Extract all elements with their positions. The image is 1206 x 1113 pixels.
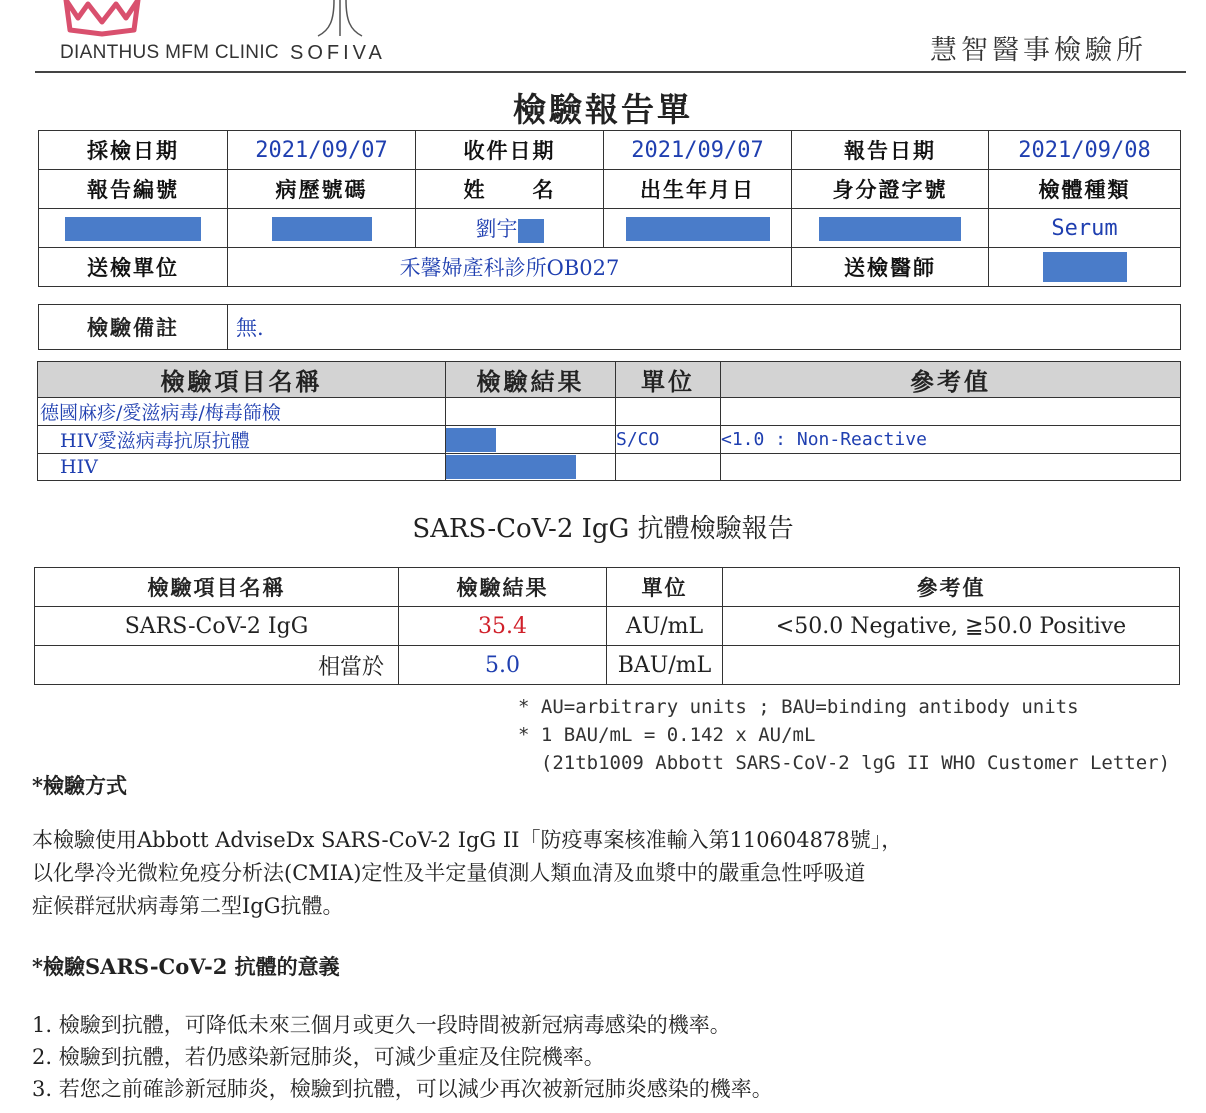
note-row bbox=[39, 305, 1181, 350]
table-row bbox=[38, 454, 1181, 481]
sars-result-au: 35.4 bbox=[399, 607, 607, 646]
specimen-label: 檢體種類 bbox=[989, 170, 1181, 209]
info-row-unit bbox=[39, 248, 1181, 287]
unit-label: 送檢單位 bbox=[39, 248, 228, 287]
item-result bbox=[446, 454, 616, 481]
redaction-box bbox=[65, 217, 201, 241]
redaction-box bbox=[1043, 252, 1127, 282]
receive-date-value: 2021/09/07 bbox=[604, 131, 792, 170]
note-table bbox=[38, 304, 1181, 350]
birth-cell bbox=[604, 209, 792, 248]
sars-unit-bau: BAU/mL bbox=[607, 646, 723, 685]
list-item: 2. 檢驗到抗體，若仍感染新冠肺炎，可減少重症及住院機率。 bbox=[32, 1045, 605, 1069]
method-heading: *檢驗方式 bbox=[32, 773, 127, 798]
redaction-box bbox=[272, 217, 372, 241]
collect-date-label: 採檢日期 bbox=[39, 131, 228, 170]
method-line: 本檢驗使用Abbott AdviseDx SARS-CoV-2 IgG II「防疫專案核准輸入第110604878號」， bbox=[32, 828, 903, 852]
clinic-name: DIANTHUS MFM CLINIC bbox=[60, 42, 279, 63]
sars-header-row bbox=[35, 568, 1180, 607]
redaction-box bbox=[446, 428, 496, 452]
note-label: 檢驗備註 bbox=[39, 305, 228, 350]
sars-section-title: SARS-CoV-2 IgG 抗體檢驗報告 bbox=[412, 514, 794, 544]
item-ref: <1.0 : Non-Reactive bbox=[721, 426, 1181, 454]
table-row bbox=[35, 646, 1180, 685]
patient-name: 劉宇 bbox=[475, 217, 518, 241]
report-no-label: 報告編號 bbox=[39, 170, 228, 209]
meaning-heading: *檢驗SARS-CoV-2 抗體的意義 bbox=[32, 954, 340, 979]
sars-unit-au: AU/mL bbox=[607, 607, 723, 646]
item-unit: S/CO bbox=[616, 426, 721, 454]
list-item: 3. 若您之前確診新冠肺炎，檢驗到抗體，可以減少再次被新冠肺炎感染的機率。 bbox=[32, 1077, 773, 1101]
info-row-dates bbox=[39, 131, 1181, 170]
receive-date-label: 收件日期 bbox=[416, 131, 604, 170]
report-no-cell bbox=[39, 209, 228, 248]
record-no-cell bbox=[228, 209, 416, 248]
footnote-conversion: * 1 BAU/mL = 0.142 x AU/mL bbox=[518, 724, 816, 746]
item-name: HIV愛滋病毒抗原抗體 bbox=[38, 426, 446, 454]
name-label: 姓 名 bbox=[416, 170, 604, 209]
lab-name: 慧智醫事檢驗所 bbox=[930, 35, 1147, 66]
patient-name-cell bbox=[416, 209, 604, 248]
info-row-labels bbox=[39, 170, 1181, 209]
report-date-label: 報告日期 bbox=[792, 131, 989, 170]
unit-value: 禾馨婦產科診所OB027 bbox=[228, 248, 792, 287]
record-no-label: 病歷號碼 bbox=[228, 170, 416, 209]
footnote-source: (21tb1009 Abbott SARS-CoV-2 lgG II WHO Customer Letter) bbox=[518, 752, 1171, 774]
items-header-row bbox=[38, 362, 1181, 398]
item-result bbox=[446, 426, 616, 454]
report-date-value: 2021/09/08 bbox=[989, 131, 1181, 170]
report-title: 檢驗報告單 bbox=[513, 90, 693, 129]
redaction-box bbox=[518, 219, 544, 243]
header-divider bbox=[35, 71, 1186, 73]
col-header-item: 檢驗項目名稱 bbox=[38, 362, 446, 398]
sars-col-header-unit: 單位 bbox=[607, 568, 723, 607]
table-row bbox=[38, 398, 1181, 426]
item-name: HIV bbox=[38, 454, 446, 481]
sars-result-bau: 5.0 bbox=[399, 646, 607, 685]
test-items-table bbox=[37, 361, 1181, 481]
redaction-box bbox=[819, 217, 961, 241]
dianthus-logo-icon bbox=[62, 0, 142, 38]
sars-item-name: SARS-CoV-2 IgG bbox=[35, 607, 399, 646]
sars-ref-empty bbox=[723, 646, 1180, 685]
brand-name: SOFIVA bbox=[290, 42, 386, 64]
sars-results-table bbox=[34, 567, 1180, 685]
group-name: 德國麻疹/愛滋病毒/梅毒篩檢 bbox=[38, 398, 446, 426]
table-row bbox=[35, 607, 1180, 646]
patient-info-table bbox=[38, 130, 1181, 287]
doctor-label: 送檢醫師 bbox=[792, 248, 989, 287]
footnote-units: * AU=arbitrary units ; BAU=binding antibody units bbox=[518, 696, 1079, 718]
doctor-cell bbox=[989, 248, 1181, 287]
col-header-ref: 參考值 bbox=[721, 362, 1181, 398]
redaction-box bbox=[626, 217, 770, 241]
item-ref bbox=[721, 454, 1181, 481]
sars-col-header-item: 檢驗項目名稱 bbox=[35, 568, 399, 607]
item-unit bbox=[616, 454, 721, 481]
list-item: 1. 檢驗到抗體，可降低未來三個月或更久一段時間被新冠病毒感染的機率。 bbox=[32, 1013, 731, 1037]
birth-label: 出生年月日 bbox=[604, 170, 792, 209]
id-label: 身分證字號 bbox=[792, 170, 989, 209]
specimen-value: Serum bbox=[989, 209, 1181, 248]
table-row bbox=[38, 426, 1181, 454]
sars-col-header-result: 檢驗結果 bbox=[399, 568, 607, 607]
sars-col-header-ref: 參考值 bbox=[723, 568, 1180, 607]
col-header-unit: 單位 bbox=[616, 362, 721, 398]
note-value: 無. bbox=[228, 305, 1181, 350]
sofiva-logo-icon bbox=[312, 0, 368, 40]
method-line: 以化學冷光微粒免疫分析法(CMIA)定性及半定量偵測人類血清及血漿中的嚴重急性呼吸道 bbox=[32, 861, 866, 885]
method-line: 症候群冠狀病毒第二型IgG抗體。 bbox=[32, 894, 344, 918]
col-header-result: 檢驗結果 bbox=[446, 362, 616, 398]
sars-equivalent-label: 相當於 bbox=[35, 646, 399, 685]
sars-ref: <50.0 Negative, ≧50.0 Positive bbox=[723, 607, 1180, 646]
id-cell bbox=[792, 209, 989, 248]
collect-date-value: 2021/09/07 bbox=[228, 131, 416, 170]
redaction-box bbox=[446, 455, 576, 479]
info-row-values bbox=[39, 209, 1181, 248]
